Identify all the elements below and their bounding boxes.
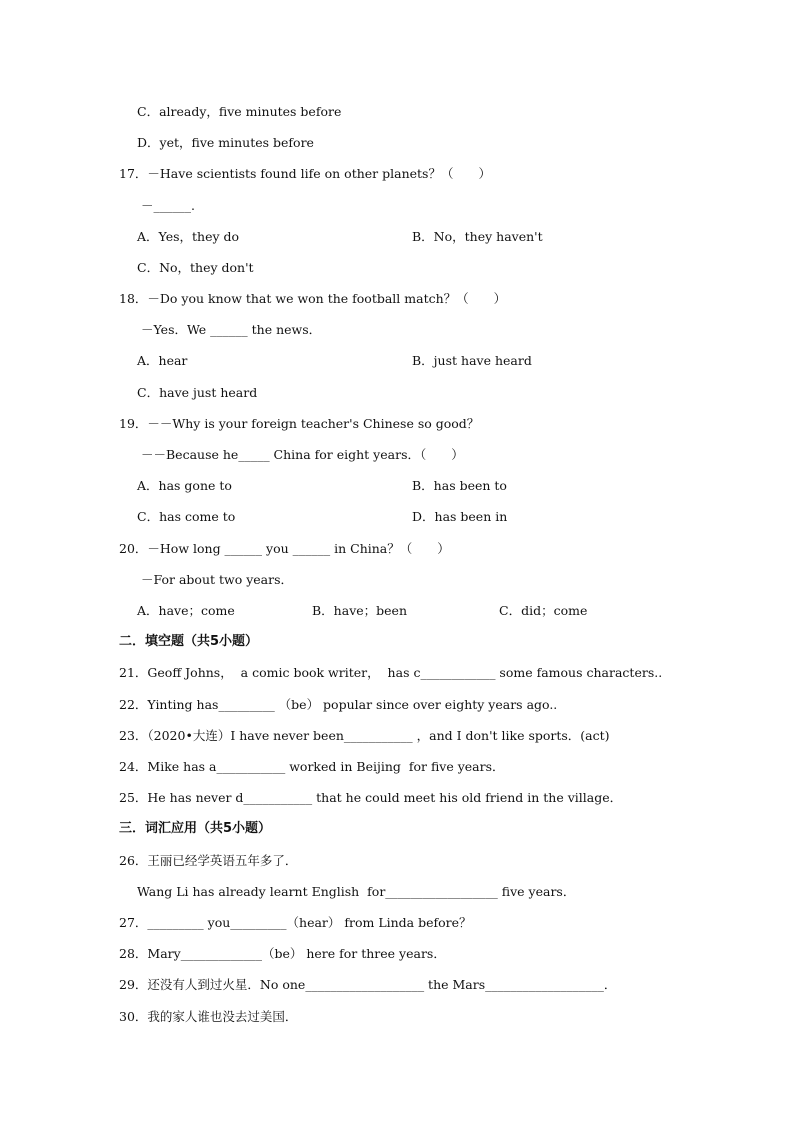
option-a-17: A．Yes，they do <box>137 229 240 244</box>
option-b-17: B．No，they haven't <box>412 229 543 244</box>
question-19: 19．－－Why is your foreign teacher's Chinese so good？ <box>119 416 480 431</box>
question-24: 24．Mike has a___________ worked in Beijing for five years． <box>119 759 505 774</box>
question-20: 20．－How long ______ you ______ in China？（ ） <box>119 541 450 556</box>
question-27: 27．_________ you_________（hear） from Linda before？ <box>119 915 472 930</box>
question-18-answer-line: －Yes．We ______ the news． <box>141 322 322 337</box>
question-26: 26．王丽已经学英语五年多了． <box>119 853 298 868</box>
option-b-18: B．just have heard <box>412 353 532 368</box>
question-20-answer-line: －For about two years． <box>141 572 294 587</box>
option-c-20: C．did；come <box>499 603 588 618</box>
question-19-answer-line: －－Because he_____ China for eight years．（ ） <box>141 447 464 462</box>
option-a-20: A．have；come <box>137 603 235 618</box>
question-17: 17．－Have scientists found life on other planets？（ ） <box>119 166 491 181</box>
question-30: 30．我的家人谁也没去过美国． <box>119 1009 298 1024</box>
option-c-18: C．have just heard <box>137 385 258 400</box>
question-26-sentence: Wang Li has already learnt English for__________________ five years． <box>137 884 576 899</box>
option-a-18: A．hear <box>137 353 188 368</box>
question-28: 28．Mary_____________（be） here for three years． <box>119 946 446 961</box>
option-d-19: D．has been in <box>412 509 508 524</box>
option-c-16: C．already，five minutes before <box>137 104 342 119</box>
section-heading-vocabulary: 三．词汇应用（共5小题） <box>119 821 272 836</box>
option-b-19: B．has been to <box>412 478 507 493</box>
question-29: 29．还没有人到过火星．No one___________________ the Mars___________________． <box>119 977 617 992</box>
question-25: 25．He has never d___________ that he could meet his old friend in the village． <box>119 790 623 805</box>
option-a-19: A．has gone to <box>137 478 232 493</box>
section-heading-fill-in: 二．填空题（共5小题） <box>119 634 259 649</box>
question-21: 21．Geoff Johns， a comic book writer， has c____________ some famous characters.. <box>119 665 663 680</box>
option-b-20: B．have；been <box>312 603 407 618</box>
question-23: 23．（2020•大连）I have never been___________ ，and I don't like sports．(act) <box>119 728 610 743</box>
option-c-17: C．No，they don't <box>137 260 254 275</box>
question-18: 18．－Do you know that we won the football match？（ ） <box>119 291 507 306</box>
option-c-19: C．has come to <box>137 509 236 524</box>
question-17-answer-line: －______. <box>141 198 195 213</box>
question-22: 22．Yinting has_________ （be） popular since over eighty years ago.. <box>119 697 558 712</box>
option-d-16: D．yet，five minutes before <box>137 135 314 150</box>
